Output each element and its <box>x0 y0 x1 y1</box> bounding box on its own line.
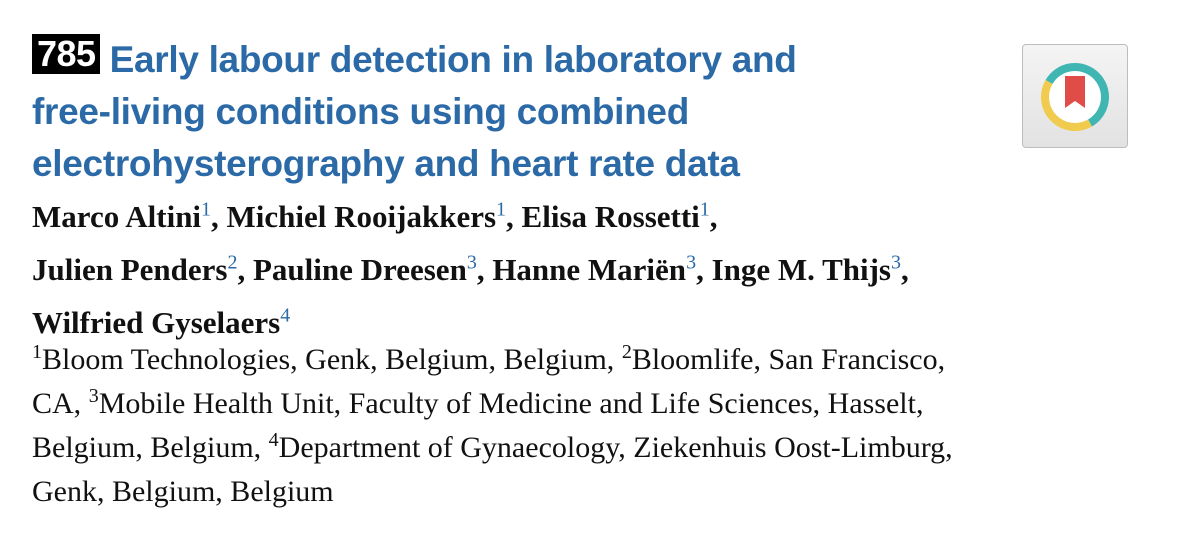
affiliation-number: 2 <box>621 341 632 363</box>
affiliation-list <box>32 338 1152 514</box>
affiliation-text: CA, <box>32 387 89 420</box>
author-name: Julien Penders <box>32 252 228 287</box>
author-affiliation-number: 3 <box>466 251 477 274</box>
affiliation-text: Genk, Belgium, Belgium <box>32 475 334 508</box>
author-name: Inge M. Thijs <box>711 252 891 287</box>
affiliation-text: Bloomlife, San Francisco, <box>631 343 946 376</box>
author-line: Marco Altini$^1$, Michiel Rooijakkers$^1$, Elisa Rossetti$^1$, <box>32 198 718 234</box>
affiliation-number: 4 <box>268 429 279 451</box>
crossmark-button[interactable] <box>1022 44 1128 148</box>
author-affiliation-number: 3 <box>891 251 901 274</box>
author-line: Julien Penders$^2$, Pauline Dreesen$^3$, Hanne Mariën$^3$, Inge M. Thijs$^3$, <box>32 251 909 287</box>
abstract-header <box>32 33 932 190</box>
affiliation-line <box>32 382 1152 426</box>
crossmark-icon <box>1023 45 1129 149</box>
author-affiliation-number: 1 <box>201 198 212 221</box>
affiliation-line <box>32 426 1152 470</box>
affiliation-text: Bloom Technologies, Genk, Belgium, Belgium, <box>42 343 622 376</box>
author-affiliation-number: 1 <box>496 198 507 221</box>
title-line: free-living conditions using combined <box>32 91 689 132</box>
affiliation-text: Belgium, Belgium, <box>32 431 269 464</box>
author-list <box>32 190 1152 349</box>
affiliation-number: 3 <box>88 385 99 407</box>
author-name: Wilfried Gyselaers <box>32 305 281 340</box>
title-line: electrohysterography and heart rate data <box>32 143 740 184</box>
author-affiliation-number: 2 <box>227 251 238 274</box>
author-name: Michiel Rooijakkers <box>226 199 497 234</box>
author-name: Pauline Dreesen <box>252 252 467 287</box>
author-name: Marco Altini <box>32 199 202 234</box>
affiliation-line <box>32 338 1152 382</box>
title-line <box>32 34 932 86</box>
author-affiliation-number: 1 <box>699 198 710 221</box>
abstract-title <box>32 34 932 190</box>
author-affiliation-number: 4 <box>280 304 291 327</box>
author-name: Hanne Mariën <box>492 252 687 287</box>
affiliation-text: Mobile Health Unit, Faculty of Medicine and Life Sciences, Hasselt, <box>98 387 924 420</box>
author-name: Elisa Rossetti <box>521 199 700 234</box>
abstract-number-badge: 785 <box>32 34 100 74</box>
title-line-text: Early labour detection in laboratory and <box>109 39 797 80</box>
affiliation-number: 1 <box>32 341 42 363</box>
affiliation-line <box>32 470 1152 514</box>
affiliation-text: Department of Gynaecology, Ziekenhuis Oost-Limburg, <box>278 431 953 464</box>
author-affiliation-number: 3 <box>686 251 697 274</box>
